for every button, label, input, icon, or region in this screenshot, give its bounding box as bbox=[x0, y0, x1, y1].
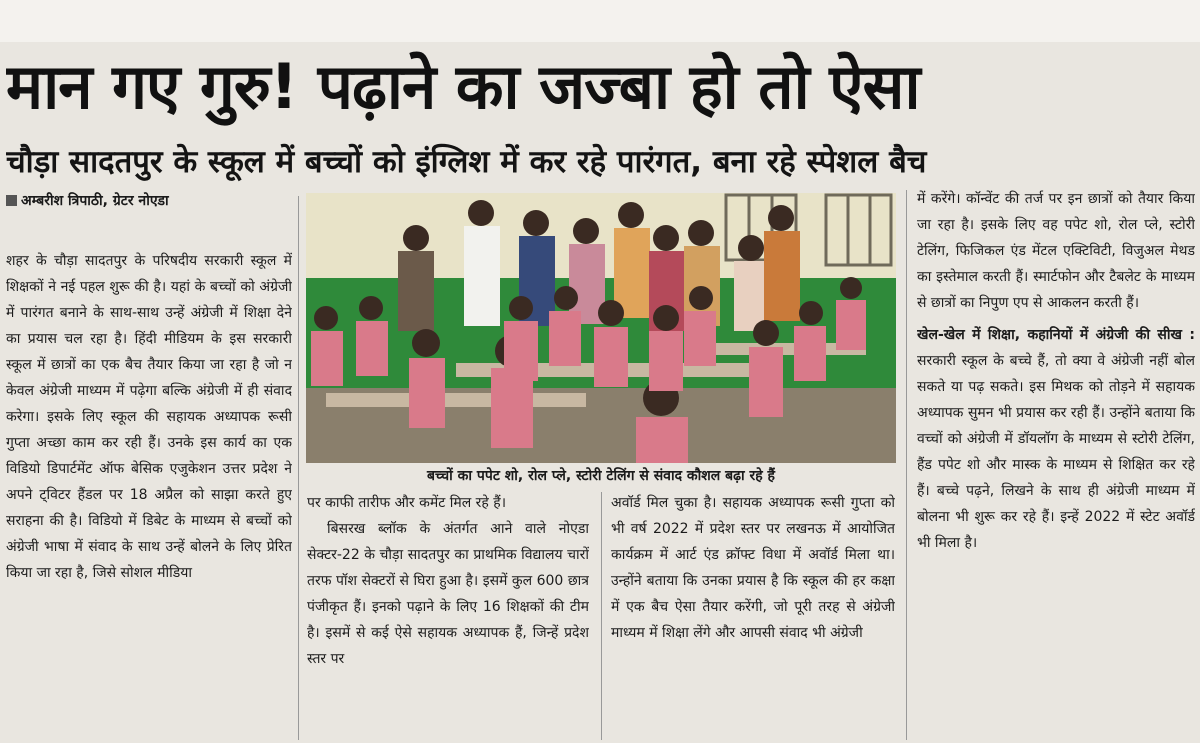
column-2-paragraph-2: बिसरख ब्लॉक के अंतर्गत आने वाले नोएडा सेक्टर-22 के चौड़ा सादतपुर का प्राथमिक विद्यालय चारों तरफ पॉश सेक्टरों से घिरा हुआ है। इसमें कुल 600 छात्र पंजीकृत हैं। इनको पढ़ाने के लिए 16 शिक्षकों की टीम है। इसमें से कई ऐसे सहायक अध्यापक हैं, जिन्हें प्रदेश स्तर पर bbox=[307, 521, 589, 667]
column-4-paragraph-1: में करेंगे। कॉन्वेंट की तर्ज पर इन छात्रों को तैयार किया जा रहा है। इसके लिए वह पपेट शो, रोल प्ले, स्टोरी टेलिंग, फिजिकल एंड मेंटल एक्टिविटी, विजुअल मेथड का इस्तेमाल करती हैं। स्मार्टफोन और टैबलेट के माध्यम से छात्रों का निपुण एप से आकलन करती हैं। bbox=[917, 191, 1195, 311]
subheadline: चौड़ा सादतपुर के स्कूल में बच्चों को इंग्लिश में कर रहे पारंगत, बना रहे स्पेशल बैच bbox=[6, 144, 927, 180]
column-4-subheading: खेल-खेल में शिक्षा, कहानियों में अंग्रेजी की सीख : bbox=[917, 327, 1195, 343]
column-divider-2 bbox=[601, 492, 602, 740]
column-divider-1 bbox=[298, 196, 299, 740]
byline-text: अम्बरीश त्रिपाठी, ग्रेटर नोएडा bbox=[21, 193, 169, 209]
article-column-2 bbox=[307, 490, 589, 740]
column-4-paragraph-2: सरकारी स्कूल के बच्चे हैं, तो क्या वे अंग्रेजी नहीं बोल सकते या पढ़ सकते। इस मिथक को तोड़ने में सहायक अध्यापक सुमन भी प्रयास कर रही हैं। उन्होंने बताया कि वच्चों को अंग्रेजी में डॉयलॉग के माध्यम से स्टोरी टेलिंग, हैंड पपेट शो और मास्क के माध्यम से शिक्षित कर रहे हैं। बच्चे पढ़ने, लिखने के साथ ही अंग्रेजी माध्यम में बोलना भी शुरू कर रहे हैं। इन्हें 2022 में स्टेट अवॉर्ड भी मिला है। bbox=[917, 353, 1195, 551]
article-column-4 bbox=[917, 186, 1195, 740]
column-2-paragraph-1: पर काफी तारीफ और कमेंट मिल रहे हैं। bbox=[307, 495, 506, 511]
classroom-photo bbox=[306, 193, 896, 463]
column-1-text: शहर के चौड़ा सादतपुर के परिषदीय सरकारी स्कूल में शिक्षकों ने नई पहल शुरू की है। यहां के बच्चों को अंग्रेजी में पारंगत बनाने के साथ-साथ उन्हें अंग्रेजी में शिक्षा देने का प्रयास चल रहा है। हिंदी मीडियम के इस सरकारी स्कूल में छात्रों का एक बैच तैयार किया जा रहा है जो न केवल अंग्रेजी माध्यम में पढ़ेगा बल्कि अंग्रेजी में ही संवाद करेगा। इसके लिए स्कूल की सहायक अध्यापक रूसी गुप्ता अच्छा काम कर रही हैं। उनके इस कार्य का एक विडियो डिपार्टमेंट ऑफ बेसिक एजुकेशन उत्तर प्रदेश ने अपने ट्विटर हैंडल पर 18 अप्रैल को साझा करते हुए सराहना की है। विडियो में डिबेट के माध्यम से बच्चों को अंग्रेजी भाषा में संवाद के साथ उन्हें बोलने के लिए प्रेरित किया जा रहा है, जिसे सोशल मीडिया bbox=[6, 253, 292, 581]
column-divider-3 bbox=[906, 190, 907, 740]
classroom-photo-illustration bbox=[306, 193, 896, 463]
photo-caption: बच्चों का पपेट शो, रोल प्ले, स्टोरी टेलिंग से संवाद कौशल बढ़ा रहे हैं bbox=[427, 468, 775, 484]
page-top-strip bbox=[0, 0, 1200, 42]
byline bbox=[6, 191, 286, 211]
byline-marker-icon bbox=[6, 195, 17, 206]
article-column-1 bbox=[6, 248, 292, 740]
article-column-3 bbox=[611, 490, 895, 740]
headline: मान गए गुरु! पढ़ाने का जज्बा हो तो ऐसा bbox=[6, 50, 920, 123]
column-3-text: अवॉर्ड मिल चुका है। सहायक अध्यापक रूसी गुप्ता को भी वर्ष 2022 में प्रदेश स्तर पर लखनऊ में आयोजित कार्यक्रम में आर्ट एंड क्रॉफ्ट विधा में अवॉर्ड मिला था। उन्होंने बताया कि उनका प्रयास है कि स्कूल की हर कक्षा में एक बैच ऐसा तैयार करेंगी, जो पूरी तरह से अंग्रेजी माध्यम में शिक्षा लेंगे और आपसी संवाद भी अंग्रेजी bbox=[611, 495, 895, 641]
